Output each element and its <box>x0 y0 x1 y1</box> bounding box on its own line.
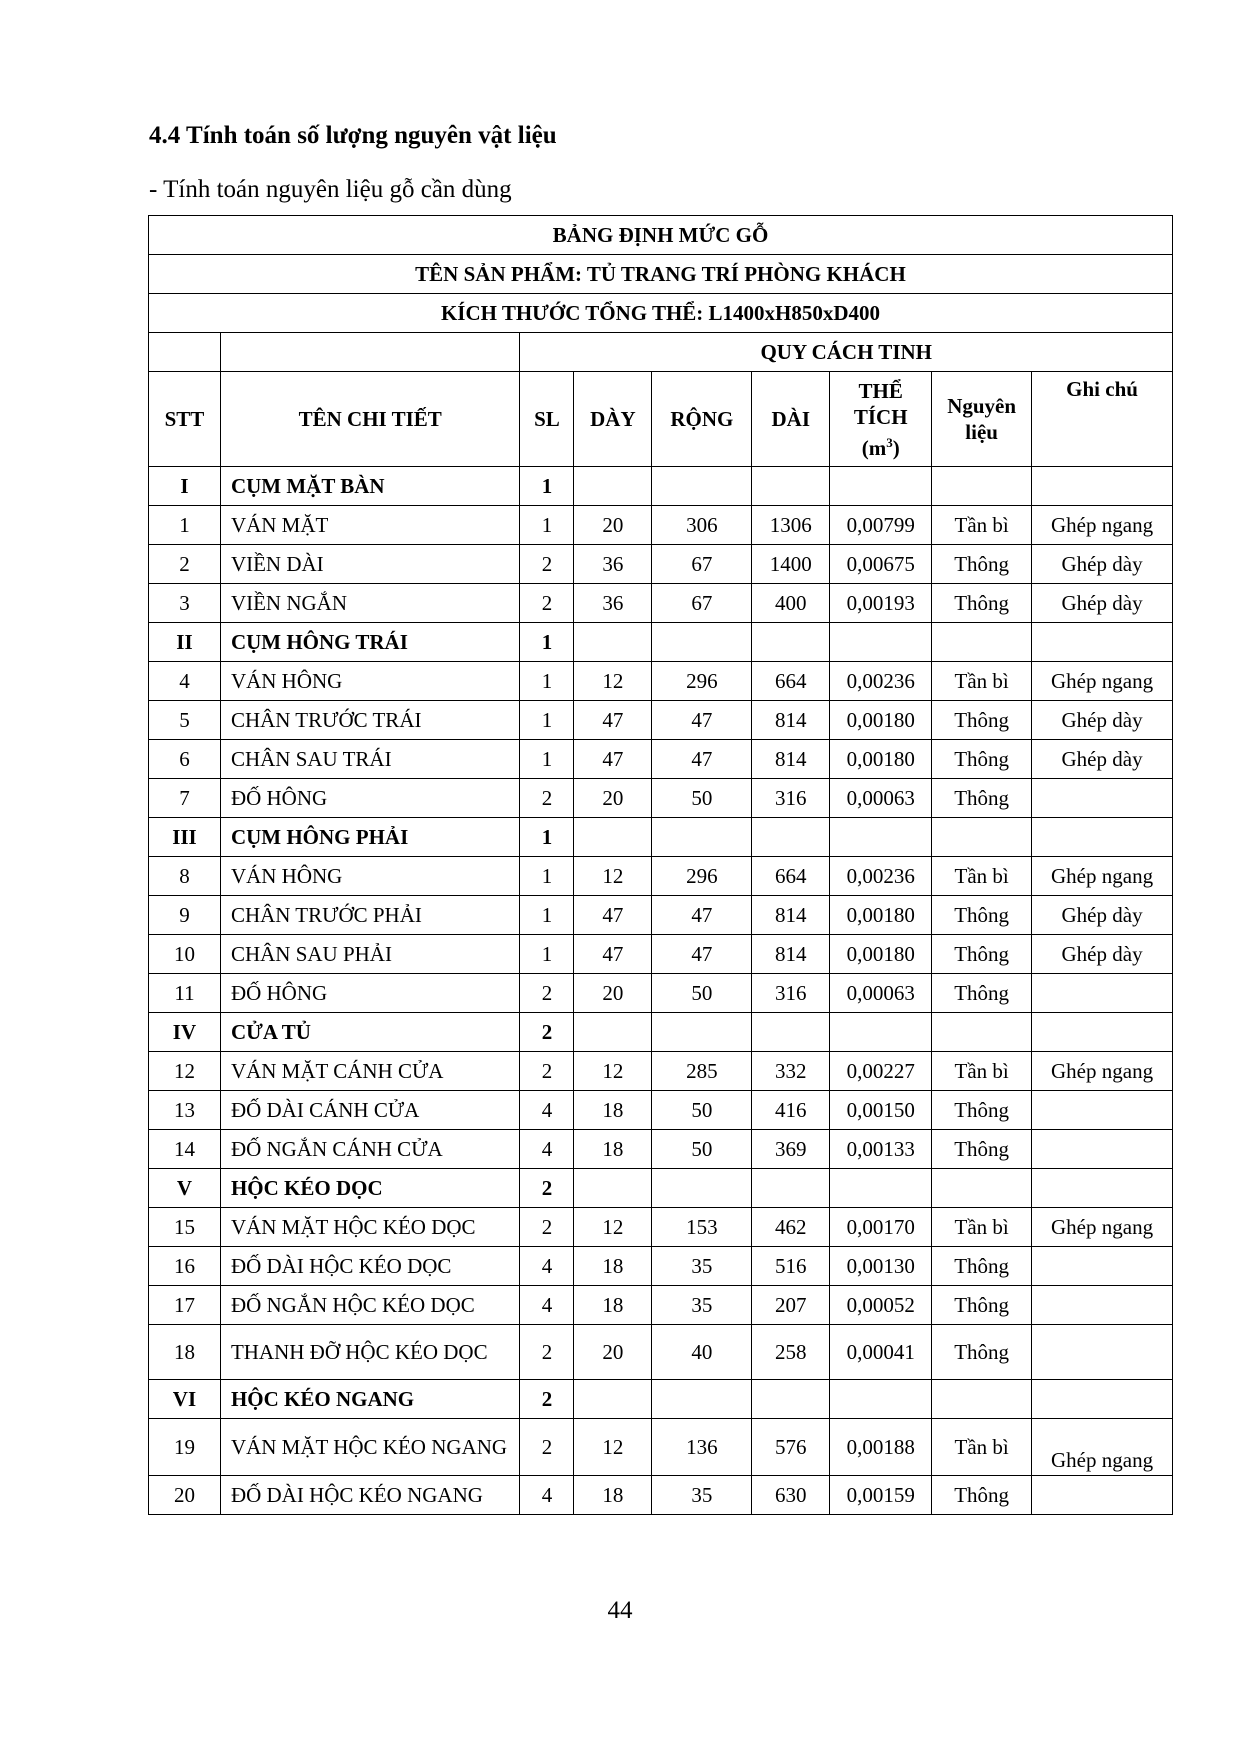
group-empty-cell <box>1032 1013 1173 1052</box>
cell-day: 18 <box>574 1130 652 1169</box>
cell-sl: 4 <box>520 1130 574 1169</box>
cell-material: Thông <box>932 584 1032 623</box>
cell-dai: 207 <box>752 1286 830 1325</box>
group-sl: 2 <box>520 1169 574 1208</box>
cell-rong: 35 <box>652 1286 752 1325</box>
table-body <box>149 216 1173 1515</box>
header-ghi-chu: Ghi chú <box>1032 372 1173 467</box>
cell-volume: 0,00180 <box>830 740 932 779</box>
cell-day: 12 <box>574 662 652 701</box>
cell-material: Thông <box>932 1476 1032 1515</box>
cell-note <box>1032 974 1173 1013</box>
cell-volume: 0,00150 <box>830 1091 932 1130</box>
header-nguyen-lieu-line1: Nguyên <box>947 394 1017 418</box>
cell-day: 18 <box>574 1247 652 1286</box>
cell-dai: 814 <box>752 935 830 974</box>
cell-day: 12 <box>574 857 652 896</box>
cell-dai: 316 <box>752 974 830 1013</box>
cell-sl: 1 <box>520 896 574 935</box>
cell-dai: 576 <box>752 1419 830 1476</box>
cell-volume: 0,00188 <box>830 1419 932 1476</box>
cell-stt: 6 <box>149 740 221 779</box>
cell-name: VÁN MẶT <box>220 506 520 545</box>
group-empty-cell <box>652 1013 752 1052</box>
cell-day: 18 <box>574 1286 652 1325</box>
cell-sl: 1 <box>520 506 574 545</box>
wood-norm-table <box>148 215 1173 1515</box>
cell-volume: 0,00799 <box>830 506 932 545</box>
group-stt: I <box>149 467 221 506</box>
cell-name: ĐỐ HÔNG <box>220 974 520 1013</box>
group-empty-cell <box>752 467 830 506</box>
table-row <box>149 1091 1173 1130</box>
group-empty-cell <box>574 1380 652 1419</box>
cell-note <box>1032 1091 1173 1130</box>
cell-rong: 35 <box>652 1476 752 1515</box>
cell-material: Thông <box>932 1130 1032 1169</box>
cell-volume: 0,00170 <box>830 1208 932 1247</box>
group-empty-cell <box>652 1169 752 1208</box>
cell-name: CHÂN SAU PHẢI <box>220 935 520 974</box>
cell-note: Ghép dày <box>1032 584 1173 623</box>
cell-name: ĐỐ DÀI HỘC KÉO NGANG <box>220 1476 520 1515</box>
cell-rong: 40 <box>652 1325 752 1380</box>
cell-sl: 4 <box>520 1286 574 1325</box>
header-nguyen-lieu <box>932 372 1032 467</box>
cell-note: Ghép ngang <box>1032 1208 1173 1247</box>
group-name: HỘC KÉO DỌC <box>220 1169 520 1208</box>
group-empty-cell <box>752 1169 830 1208</box>
cell-rong: 153 <box>652 1208 752 1247</box>
cell-note: Ghép dày <box>1032 545 1173 584</box>
cell-sl: 2 <box>520 584 574 623</box>
group-empty-cell <box>652 1380 752 1419</box>
group-sl: 1 <box>520 623 574 662</box>
table-row <box>149 740 1173 779</box>
cell-name: CHÂN SAU TRÁI <box>220 740 520 779</box>
cell-name: VÁN HÔNG <box>220 662 520 701</box>
cell-material: Thông <box>932 974 1032 1013</box>
cell-rong: 50 <box>652 1091 752 1130</box>
group-sl: 1 <box>520 467 574 506</box>
cell-volume: 0,00180 <box>830 701 932 740</box>
cell-sl: 2 <box>520 779 574 818</box>
cell-name: CHÂN TRƯỚC TRÁI <box>220 701 520 740</box>
group-row <box>149 623 1173 662</box>
group-name: CỤM HÔNG TRÁI <box>220 623 520 662</box>
cell-stt: 3 <box>149 584 221 623</box>
cell-material: Thông <box>932 1091 1032 1130</box>
cell-stt: 10 <box>149 935 221 974</box>
header-row-2 <box>149 372 1173 467</box>
group-stt: V <box>149 1169 221 1208</box>
header-empty-name <box>220 333 520 372</box>
cell-note: Ghép dày <box>1032 896 1173 935</box>
cell-dai: 814 <box>752 740 830 779</box>
cell-rong: 296 <box>652 857 752 896</box>
cell-rong: 136 <box>652 1419 752 1476</box>
header-quy-cach: QUY CÁCH TINH <box>520 333 1173 372</box>
group-empty-cell <box>1032 1380 1173 1419</box>
group-row <box>149 1169 1173 1208</box>
table-row <box>149 935 1173 974</box>
cell-sl: 1 <box>520 935 574 974</box>
group-name: CỤM HÔNG PHẢI <box>220 818 520 857</box>
cell-note: Ghép dày <box>1032 740 1173 779</box>
cell-material: Tần bì <box>932 1052 1032 1091</box>
group-empty-cell <box>932 818 1032 857</box>
cell-material: Tần bì <box>932 1208 1032 1247</box>
group-row <box>149 1380 1173 1419</box>
group-empty-cell <box>830 1380 932 1419</box>
cell-day: 12 <box>574 1419 652 1476</box>
table-title-row <box>149 216 1173 255</box>
header-the-tich-unit: (m <box>861 435 887 460</box>
cell-day: 36 <box>574 584 652 623</box>
cell-volume: 0,00063 <box>830 779 932 818</box>
section-subtitle: - Tính toán nguyên liệu gỗ cần dùng <box>149 176 512 203</box>
cell-name: VIỀN DÀI <box>220 545 520 584</box>
cell-note: Ghép dày <box>1032 935 1173 974</box>
group-empty-cell <box>1032 818 1173 857</box>
header-empty-stt <box>149 333 221 372</box>
cell-volume: 0,00052 <box>830 1286 932 1325</box>
overall-dimensions: KÍCH THƯỚC TỔNG THỂ: L1400xH850xD400 <box>149 294 1173 333</box>
cell-dai: 814 <box>752 701 830 740</box>
table-row <box>149 896 1173 935</box>
group-empty-cell <box>752 1380 830 1419</box>
table-row <box>149 1286 1173 1325</box>
header-day: DÀY <box>574 372 652 467</box>
header-row-1 <box>149 333 1173 372</box>
cell-day: 12 <box>574 1052 652 1091</box>
group-empty-cell <box>932 623 1032 662</box>
cell-material: Thông <box>932 896 1032 935</box>
cell-material: Thông <box>932 1286 1032 1325</box>
table-row <box>149 506 1173 545</box>
group-sl: 2 <box>520 1013 574 1052</box>
cell-day: 20 <box>574 506 652 545</box>
table-row <box>149 701 1173 740</box>
cell-dai: 332 <box>752 1052 830 1091</box>
cell-volume: 0,00236 <box>830 662 932 701</box>
group-empty-cell <box>752 1013 830 1052</box>
table-row <box>149 1130 1173 1169</box>
cell-dai: 664 <box>752 662 830 701</box>
cell-rong: 47 <box>652 701 752 740</box>
cell-dai: 814 <box>752 896 830 935</box>
cell-rong: 47 <box>652 896 752 935</box>
cell-rong: 50 <box>652 1130 752 1169</box>
group-empty-cell <box>574 1013 652 1052</box>
table-row <box>149 857 1173 896</box>
header-dai: DÀI <box>752 372 830 467</box>
cell-volume: 0,00675 <box>830 545 932 584</box>
cell-rong: 35 <box>652 1247 752 1286</box>
cell-material: Tần bì <box>932 1419 1032 1476</box>
cell-material: Thông <box>932 1247 1032 1286</box>
group-stt: III <box>149 818 221 857</box>
cell-name: THANH ĐỠ HỘC KÉO DỌC <box>220 1325 520 1380</box>
cell-dai: 1400 <box>752 545 830 584</box>
table-row <box>149 1247 1173 1286</box>
cell-sl: 2 <box>520 545 574 584</box>
cell-note <box>1032 1247 1173 1286</box>
cell-name: VÁN MẶT HỘC KÉO NGANG <box>220 1419 520 1476</box>
cell-name: VÁN MẶT CÁNH CỬA <box>220 1052 520 1091</box>
cell-volume: 0,00130 <box>830 1247 932 1286</box>
table-title: BẢNG ĐỊNH MỨC GỖ <box>149 216 1173 255</box>
cell-note <box>1032 779 1173 818</box>
header-the-tich-close: ) <box>892 435 900 460</box>
cell-dai: 416 <box>752 1091 830 1130</box>
cell-dai: 400 <box>752 584 830 623</box>
table-row <box>149 1419 1173 1476</box>
cell-volume: 0,00193 <box>830 584 932 623</box>
cell-sl: 2 <box>520 1208 574 1247</box>
group-name: HỘC KÉO NGANG <box>220 1380 520 1419</box>
cell-rong: 67 <box>652 584 752 623</box>
group-empty-cell <box>574 467 652 506</box>
cell-material: Tần bì <box>932 857 1032 896</box>
cell-material: Thông <box>932 779 1032 818</box>
cell-sl: 1 <box>520 857 574 896</box>
group-empty-cell <box>932 1380 1032 1419</box>
cell-volume: 0,00063 <box>830 974 932 1013</box>
cell-stt: 4 <box>149 662 221 701</box>
group-empty-cell <box>1032 623 1173 662</box>
section-heading: 4.4 Tính toán số lượng nguyên vật liệu <box>149 122 557 149</box>
cell-day: 47 <box>574 935 652 974</box>
header-the-tich <box>830 372 932 467</box>
cell-day: 47 <box>574 740 652 779</box>
cell-note: Ghép ngang <box>1032 506 1173 545</box>
page-number: 44 <box>607 1597 633 1624</box>
group-empty-cell <box>752 623 830 662</box>
group-empty-cell <box>830 467 932 506</box>
cell-rong: 285 <box>652 1052 752 1091</box>
cell-material: Tần bì <box>932 506 1032 545</box>
cell-rong: 67 <box>652 545 752 584</box>
header-the-tich-line1: THỂ <box>858 378 903 403</box>
cell-name: ĐỐ DÀI HỘC KÉO DỌC <box>220 1247 520 1286</box>
cell-rong: 296 <box>652 662 752 701</box>
table-row <box>149 974 1173 1013</box>
cell-dai: 258 <box>752 1325 830 1380</box>
cell-name: ĐỐ HÔNG <box>220 779 520 818</box>
cell-material: Thông <box>932 545 1032 584</box>
cell-volume: 0,00236 <box>830 857 932 896</box>
group-empty-cell <box>574 623 652 662</box>
header-sl: SL <box>520 372 574 467</box>
cell-stt: 20 <box>149 1476 221 1515</box>
cell-volume: 0,00133 <box>830 1130 932 1169</box>
cell-sl: 2 <box>520 1052 574 1091</box>
group-sl: 1 <box>520 818 574 857</box>
cell-stt: 14 <box>149 1130 221 1169</box>
group-empty-cell <box>652 818 752 857</box>
cell-sl: 4 <box>520 1091 574 1130</box>
group-stt: IV <box>149 1013 221 1052</box>
product-name-row <box>149 255 1173 294</box>
cell-name: ĐỐ DÀI CÁNH CỬA <box>220 1091 520 1130</box>
header-rong: RỘNG <box>652 372 752 467</box>
table-row <box>149 662 1173 701</box>
cell-dai: 369 <box>752 1130 830 1169</box>
header-the-tich-exp: 3 <box>886 434 893 450</box>
group-empty-cell <box>830 623 932 662</box>
cell-material: Thông <box>932 935 1032 974</box>
cell-rong: 50 <box>652 779 752 818</box>
cell-sl: 2 <box>520 1419 574 1476</box>
cell-dai: 462 <box>752 1208 830 1247</box>
cell-dai: 630 <box>752 1476 830 1515</box>
cell-stt: 9 <box>149 896 221 935</box>
cell-stt: 12 <box>149 1052 221 1091</box>
cell-stt: 16 <box>149 1247 221 1286</box>
table-row <box>149 779 1173 818</box>
cell-note <box>1032 1130 1173 1169</box>
cell-stt: 2 <box>149 545 221 584</box>
group-name: CỤM MẶT BÀN <box>220 467 520 506</box>
group-empty-cell <box>830 818 932 857</box>
cell-sl: 4 <box>520 1247 574 1286</box>
group-empty-cell <box>830 1169 932 1208</box>
group-empty-cell <box>652 467 752 506</box>
cell-note: Ghép dày <box>1032 701 1173 740</box>
group-empty-cell <box>574 818 652 857</box>
cell-material: Thông <box>932 1325 1032 1380</box>
cell-day: 18 <box>574 1091 652 1130</box>
cell-dai: 516 <box>752 1247 830 1286</box>
cell-day: 18 <box>574 1476 652 1515</box>
group-stt: VI <box>149 1380 221 1419</box>
group-empty-cell <box>574 1169 652 1208</box>
cell-day: 20 <box>574 974 652 1013</box>
cell-sl: 1 <box>520 662 574 701</box>
cell-stt: 1 <box>149 506 221 545</box>
cell-stt: 15 <box>149 1208 221 1247</box>
cell-note <box>1032 1286 1173 1325</box>
cell-material: Thông <box>932 701 1032 740</box>
cell-sl: 1 <box>520 701 574 740</box>
group-empty-cell <box>830 1013 932 1052</box>
cell-dai: 316 <box>752 779 830 818</box>
cell-rong: 47 <box>652 740 752 779</box>
cell-rong: 47 <box>652 935 752 974</box>
cell-note <box>1032 1476 1173 1515</box>
cell-day: 47 <box>574 701 652 740</box>
group-empty-cell <box>1032 467 1173 506</box>
cell-name: ĐỐ NGẮN CÁNH CỬA <box>220 1130 520 1169</box>
cell-stt: 18 <box>149 1325 221 1380</box>
cell-stt: 11 <box>149 974 221 1013</box>
cell-note: Ghép ngang <box>1032 1419 1173 1476</box>
group-empty-cell <box>752 818 830 857</box>
cell-note: Ghép ngang <box>1032 662 1173 701</box>
group-empty-cell <box>932 1169 1032 1208</box>
group-stt: II <box>149 623 221 662</box>
cell-volume: 0,00180 <box>830 896 932 935</box>
cell-day: 12 <box>574 1208 652 1247</box>
table-row <box>149 1052 1173 1091</box>
cell-volume: 0,00227 <box>830 1052 932 1091</box>
group-empty-cell <box>932 467 1032 506</box>
group-sl: 2 <box>520 1380 574 1419</box>
cell-day: 36 <box>574 545 652 584</box>
cell-name: CHÂN TRƯỚC PHẢI <box>220 896 520 935</box>
cell-sl: 2 <box>520 974 574 1013</box>
cell-note: Ghép ngang <box>1032 857 1173 896</box>
cell-note <box>1032 1325 1173 1380</box>
cell-stt: 8 <box>149 857 221 896</box>
cell-day: 20 <box>574 779 652 818</box>
group-name: CỬA TỦ <box>220 1013 520 1052</box>
group-row <box>149 1013 1173 1052</box>
cell-material: Thông <box>932 740 1032 779</box>
group-row <box>149 818 1173 857</box>
cell-stt: 19 <box>149 1419 221 1476</box>
cell-sl: 4 <box>520 1476 574 1515</box>
cell-day: 20 <box>574 1325 652 1380</box>
group-row <box>149 467 1173 506</box>
cell-volume: 0,00180 <box>830 935 932 974</box>
group-empty-cell <box>932 1013 1032 1052</box>
cell-volume: 0,00041 <box>830 1325 932 1380</box>
dimensions-row <box>149 294 1173 333</box>
cell-rong: 306 <box>652 506 752 545</box>
table-row <box>149 1325 1173 1380</box>
cell-dai: 1306 <box>752 506 830 545</box>
cell-material: Tần bì <box>932 662 1032 701</box>
header-stt: STT <box>149 372 221 467</box>
cell-name: VÁN MẶT HỘC KÉO DỌC <box>220 1208 520 1247</box>
cell-note: Ghép ngang <box>1032 1052 1173 1091</box>
cell-sl: 2 <box>520 1325 574 1380</box>
header-nguyen-lieu-line2: liệu <box>965 420 998 444</box>
cell-name: VÁN HÔNG <box>220 857 520 896</box>
cell-stt: 17 <box>149 1286 221 1325</box>
cell-day: 47 <box>574 896 652 935</box>
table-row <box>149 1208 1173 1247</box>
cell-name: ĐỐ NGẮN HỘC KÉO DỌC <box>220 1286 520 1325</box>
group-empty-cell <box>1032 1169 1173 1208</box>
cell-volume: 0,00159 <box>830 1476 932 1515</box>
cell-rong: 50 <box>652 974 752 1013</box>
cell-name: VIỀN NGẮN <box>220 584 520 623</box>
header-ten-chi-tiet: TÊN CHI TIẾT <box>220 372 520 467</box>
cell-stt: 13 <box>149 1091 221 1130</box>
table-row <box>149 584 1173 623</box>
cell-stt: 7 <box>149 779 221 818</box>
table-row <box>149 545 1173 584</box>
cell-sl: 1 <box>520 740 574 779</box>
group-empty-cell <box>652 623 752 662</box>
table-row <box>149 1476 1173 1515</box>
header-the-tich-line2: TÍCH <box>853 404 908 429</box>
cell-stt: 5 <box>149 701 221 740</box>
product-name: TÊN SẢN PHẨM: TỦ TRANG TRÍ PHÒNG KHÁCH <box>149 255 1173 294</box>
cell-dai: 664 <box>752 857 830 896</box>
